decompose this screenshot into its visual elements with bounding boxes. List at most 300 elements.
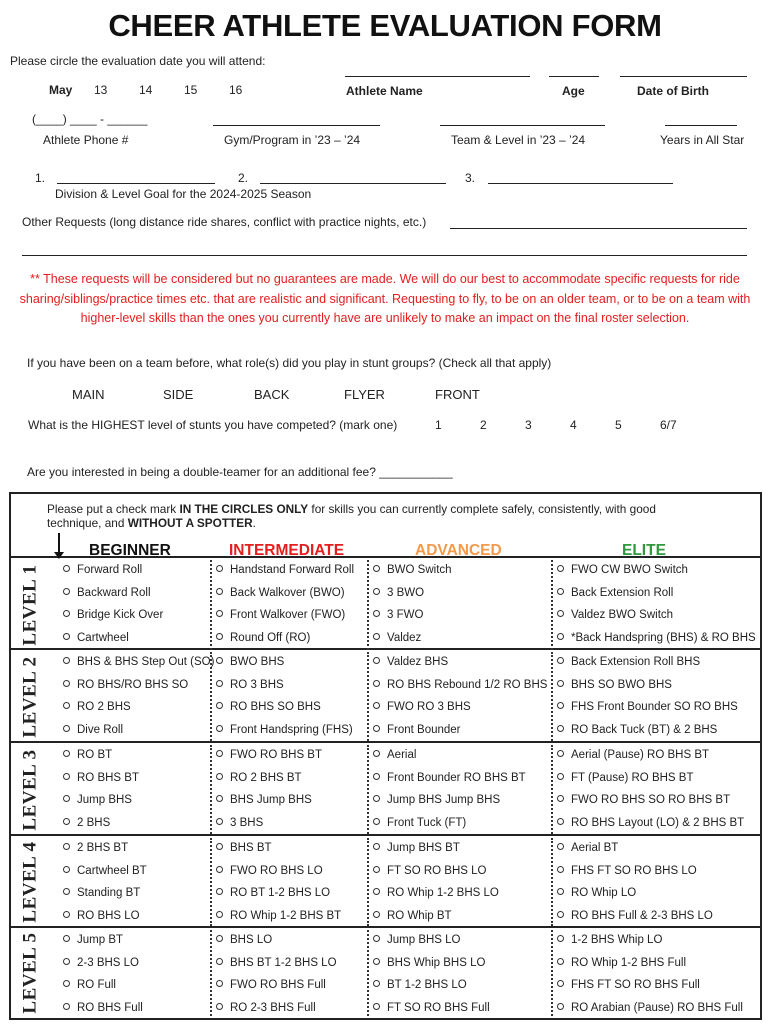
level-label (11, 558, 51, 652)
check-circle-icon[interactable] (216, 657, 223, 664)
skill-item[interactable] (557, 979, 700, 991)
date-option-14[interactable]: 14 (139, 83, 153, 97)
skill-label: Jump BHS LO (387, 934, 461, 946)
skill-label: 1-2 BHS Whip LO (571, 934, 663, 946)
skill-item[interactable] (373, 865, 486, 877)
skill-label: BHS BT 1-2 BHS LO (230, 956, 337, 969)
check-circle-icon[interactable] (373, 633, 380, 640)
skill-item[interactable] (557, 724, 717, 736)
skill-label: Forward Roll (77, 564, 143, 576)
skill-item[interactable] (557, 910, 713, 922)
check-circle-icon[interactable] (216, 773, 223, 780)
skill-item[interactable] (216, 1002, 316, 1014)
skill-item[interactable] (63, 865, 147, 877)
date-option-15[interactable]: 15 (184, 83, 198, 97)
level-row-4 (11, 836, 760, 928)
skill-item[interactable] (557, 564, 688, 576)
other-requests-label: Other Requests (long distance ride shares, conflict with practice nights, etc.) (22, 215, 427, 229)
skill-item[interactable] (557, 749, 709, 761)
column-advanced: ADVANCED (415, 542, 502, 559)
skill-item[interactable] (373, 772, 526, 784)
skill-label: Round Off (RO) (230, 631, 311, 644)
check-circle-icon[interactable] (63, 633, 70, 640)
check-circle-icon[interactable] (557, 702, 564, 709)
check-circle-icon[interactable] (557, 958, 564, 965)
level-row-2 (11, 650, 760, 743)
date-option-13[interactable]: 13 (94, 83, 108, 97)
skill-item[interactable] (557, 609, 673, 621)
check-circle-icon[interactable] (373, 866, 380, 873)
skill-label: BHS Jump BHS (230, 794, 312, 806)
phone-label: Athlete Phone # (43, 133, 129, 147)
skill-label: Valdez BWO Switch (571, 609, 674, 621)
check-circle-icon[interactable] (63, 680, 70, 687)
skill-label: FWO CW BWO Switch (571, 564, 688, 576)
skill-item[interactable] (216, 817, 263, 829)
skill-label: RO BHS Full & 2-3 BHS LO (571, 909, 713, 922)
skill-item[interactable] (373, 724, 461, 736)
level-label-text: LEVEL 2 (20, 655, 41, 738)
skill-label: FWO RO BHS Full (230, 979, 326, 991)
skill-label: RO BHS/RO BHS SO (77, 678, 189, 691)
skill-item[interactable] (63, 957, 139, 969)
skill-item[interactable] (216, 910, 341, 922)
skill-item[interactable] (63, 910, 140, 922)
skill-label: RO BHS LO (77, 909, 140, 922)
skill-label: RO BHS Layout (LO) & 2 BHS BT (571, 816, 745, 829)
check-circle-icon[interactable] (373, 980, 380, 987)
check-circle-icon[interactable] (216, 565, 223, 572)
skill-label: RO Whip 1-2 BHS Full (571, 956, 687, 969)
check-circle-icon[interactable] (63, 610, 70, 617)
check-circle-icon[interactable] (373, 725, 380, 732)
skill-item[interactable] (216, 679, 284, 691)
skill-label: FT SO RO BHS LO (387, 864, 487, 877)
skill-label: Front Bounder (387, 723, 461, 736)
check-circle-icon[interactable] (216, 702, 223, 709)
role-main[interactable]: MAIN (72, 387, 105, 402)
check-circle-icon[interactable] (557, 773, 564, 780)
skill-label: Valdez (387, 631, 422, 644)
check-circle-icon[interactable] (373, 657, 380, 664)
skill-label: FWO RO BHS BT (230, 749, 322, 761)
skill-label: Jump BHS BT (387, 842, 460, 854)
stunt-role-question: If you have been on a team before, what role(s) did you play in stunt groups? (Check all that apply) (27, 356, 552, 370)
check-circle-icon[interactable] (373, 818, 380, 825)
skill-item[interactable] (373, 979, 467, 991)
skill-label: RO BT (77, 749, 113, 761)
skill-label: BWO BHS (230, 656, 285, 668)
skill-item[interactable] (63, 842, 128, 854)
skill-label: RO Back Tuck (BT) & 2 BHS (571, 723, 718, 736)
skill-item[interactable] (216, 564, 354, 576)
skill-label: FWO RO 3 BHS (387, 701, 471, 713)
check-circle-icon[interactable] (373, 773, 380, 780)
skill-label: 2-3 BHS LO (77, 956, 139, 969)
check-circle-icon[interactable] (63, 1003, 70, 1010)
double-teamer-question: Are you interested in being a double-teamer for an additional fee? ___________ (27, 465, 453, 479)
skill-label: 2 BHS BT (77, 842, 129, 854)
skill-label: 2 BHS (77, 816, 111, 829)
skill-item[interactable] (373, 817, 466, 829)
skill-label: *Back Handspring (BHS) & RO BHS (571, 631, 756, 644)
skill-label: RO Whip 1-2 BHS BT (230, 909, 342, 922)
level-row-5 (11, 928, 760, 1018)
check-circle-icon[interactable] (63, 588, 70, 595)
check-circle-icon[interactable] (557, 1003, 564, 1010)
check-circle-icon[interactable] (373, 750, 380, 757)
check-circle-icon[interactable] (216, 633, 223, 640)
check-circle-icon[interactable] (63, 773, 70, 780)
skill-label: FT SO RO BHS Full (387, 1001, 490, 1014)
check-circle-icon[interactable] (557, 680, 564, 687)
check-circle-icon[interactable] (63, 725, 70, 732)
skill-label: Front Tuck (FT) (387, 816, 467, 829)
skill-item[interactable] (63, 609, 163, 621)
check-circle-icon[interactable] (557, 633, 564, 640)
check-circle-icon[interactable] (63, 750, 70, 757)
dob-label: Date of Birth (637, 84, 709, 98)
skill-item[interactable] (557, 934, 662, 946)
check-circle-icon[interactable] (373, 958, 380, 965)
check-circle-icon[interactable] (557, 610, 564, 617)
skill-label: RO BHS Full (77, 1001, 143, 1014)
check-circle-icon[interactable] (63, 911, 70, 918)
goal-field-1[interactable] (57, 183, 215, 184)
check-circle-icon[interactable] (63, 980, 70, 987)
skill-label: Aerial BT (571, 842, 619, 854)
column-divider (210, 745, 212, 834)
check-circle-icon[interactable] (557, 725, 564, 732)
check-circle-icon[interactable] (373, 911, 380, 918)
check-circle-icon[interactable] (373, 702, 380, 709)
column-divider (367, 838, 369, 926)
skill-label: FHS FT SO RO BHS Full (571, 979, 700, 991)
skill-item[interactable] (216, 656, 284, 668)
skill-label: FWO RO BHS LO (230, 864, 323, 877)
skill-item[interactable] (63, 679, 188, 691)
skill-item[interactable] (373, 749, 416, 761)
column-divider (551, 930, 553, 1016)
goal-caption: Division & Level Goal for the 2024-2025 Season (55, 187, 312, 201)
skill-label: Bridge Kick Over (77, 609, 164, 621)
goal-number-3: 3. (465, 171, 476, 185)
check-circle-icon[interactable] (557, 818, 564, 825)
column-divider (367, 930, 369, 1016)
check-circle-icon[interactable] (63, 795, 70, 802)
skill-item[interactable] (63, 656, 214, 668)
skill-item[interactable] (63, 817, 110, 829)
other-requests-field[interactable] (450, 228, 747, 229)
check-circle-icon[interactable] (216, 843, 223, 850)
skill-label: RO BHS Rebound 1/2 RO BHS (387, 678, 548, 691)
skill-item[interactable] (557, 1002, 743, 1014)
level-row-3 (11, 743, 760, 836)
skill-item[interactable] (557, 679, 672, 691)
skill-item[interactable] (216, 701, 321, 713)
check-circle-icon[interactable] (373, 888, 380, 895)
level-label-text: LEVEL 3 (20, 748, 41, 831)
role-flyer[interactable]: FLYER (344, 387, 385, 402)
column-elite: ELITE (622, 542, 666, 559)
athlete-name-label: Athlete Name (346, 84, 423, 98)
dob-field[interactable] (620, 76, 747, 77)
skill-item[interactable] (63, 701, 131, 713)
check-circle-icon[interactable] (557, 657, 564, 664)
check-circle-icon[interactable] (373, 935, 380, 942)
check-circle-icon[interactable] (373, 588, 380, 595)
column-divider (551, 560, 553, 650)
skill-label: Aerial (Pause) RO BHS BT (571, 749, 710, 761)
skill-item[interactable] (373, 564, 452, 576)
check-circle-icon[interactable] (557, 565, 564, 572)
skill-item[interactable] (557, 772, 693, 784)
skill-item[interactable] (373, 679, 547, 691)
skill-item[interactable] (373, 632, 421, 644)
skill-item[interactable] (557, 794, 730, 806)
skill-label: Front Handspring (FHS) (230, 723, 353, 736)
check-circle-icon[interactable] (557, 911, 564, 918)
skill-item[interactable] (373, 1002, 490, 1014)
level-label (11, 743, 51, 836)
skill-item[interactable] (373, 887, 499, 899)
goal-field-3[interactable] (488, 183, 673, 184)
skill-item[interactable] (63, 1002, 143, 1014)
check-circle-icon[interactable] (216, 935, 223, 942)
check-circle-icon[interactable] (557, 843, 564, 850)
skill-item[interactable] (63, 979, 116, 991)
skill-item[interactable] (373, 609, 423, 621)
skill-item[interactable] (63, 934, 123, 946)
skill-label: Handstand Forward Roll (230, 564, 355, 576)
check-circle-icon[interactable] (216, 1003, 223, 1010)
skill-item[interactable] (63, 772, 139, 784)
role-side[interactable]: SIDE (163, 387, 194, 402)
check-circle-icon[interactable] (63, 888, 70, 895)
skill-label: FHS Front Bounder SO RO BHS (571, 701, 738, 713)
check-circle-icon[interactable] (216, 795, 223, 802)
skill-item[interactable] (63, 564, 142, 576)
skill-item[interactable] (63, 887, 140, 899)
level-row-1 (11, 556, 760, 650)
skill-label: Aerial (387, 749, 417, 761)
stunt-level-5[interactable]: 5 (615, 418, 622, 432)
stunt-level-1[interactable]: 1 (435, 418, 442, 432)
skill-item[interactable] (63, 587, 151, 599)
skill-label: RO Whip BT (387, 909, 452, 922)
goal-field-2[interactable] (260, 183, 446, 184)
skill-item[interactable] (557, 656, 700, 668)
check-circle-icon[interactable] (63, 657, 70, 664)
check-circle-icon[interactable] (557, 795, 564, 802)
skill-item[interactable] (557, 587, 673, 599)
skill-label: 3 BHS (230, 816, 264, 829)
skill-item[interactable] (216, 724, 353, 736)
skill-label: RO 2 BHS (77, 701, 131, 713)
role-front[interactable]: FRONT (435, 387, 480, 402)
check-circle-icon[interactable] (557, 866, 564, 873)
skill-item[interactable] (216, 934, 272, 946)
skill-label: BHS SO BWO BHS (571, 678, 672, 691)
check-circle-icon[interactable] (557, 888, 564, 895)
skill-item[interactable] (216, 749, 322, 761)
check-circle-icon[interactable] (373, 565, 380, 572)
highest-level-question: What is the HIGHEST level of stunts you have competed? (mark one) (28, 418, 398, 432)
skill-item[interactable] (63, 794, 132, 806)
skill-label: BHS LO (230, 934, 273, 946)
phone-field[interactable]: (____) ____ - ______ (32, 112, 148, 126)
skills-box (9, 492, 762, 1020)
skill-item[interactable] (216, 587, 345, 599)
skill-item[interactable] (373, 910, 452, 922)
date-option-16[interactable]: 16 (229, 83, 243, 97)
stunt-level-6-7[interactable]: 6/7 (660, 418, 677, 432)
check-circle-icon[interactable] (557, 935, 564, 942)
skill-label: RO Arabian (Pause) RO BHS Full (571, 1001, 743, 1014)
circle-date-prompt: Please circle the evaluation date you will attend: (10, 54, 266, 68)
check-circle-icon[interactable] (216, 750, 223, 757)
skill-item[interactable] (216, 794, 312, 806)
years-field[interactable] (665, 125, 737, 126)
column-divider (210, 560, 212, 650)
skill-label: BWO Switch (387, 564, 452, 576)
check-circle-icon[interactable] (216, 911, 223, 918)
skill-label: Dive Roll (77, 723, 124, 736)
stunt-level-2[interactable]: 2 (480, 418, 487, 432)
check-circle-icon[interactable] (373, 610, 380, 617)
skill-item[interactable] (557, 865, 697, 877)
level-label (11, 650, 51, 743)
skill-item[interactable] (373, 957, 485, 969)
check-circle-icon[interactable] (63, 565, 70, 572)
check-circle-icon[interactable] (216, 680, 223, 687)
skill-item[interactable] (63, 749, 112, 761)
age-field[interactable] (549, 76, 599, 77)
check-circle-icon[interactable] (216, 888, 223, 895)
check-circle-icon[interactable] (63, 702, 70, 709)
skill-item[interactable] (557, 957, 686, 969)
gym-label: Gym/Program in ’23 – ’24 (224, 133, 361, 147)
check-circle-icon[interactable] (557, 750, 564, 757)
skill-label: RO Whip 1-2 BHS LO (387, 887, 499, 899)
skill-item[interactable] (216, 772, 302, 784)
skill-label: RO BHS BT (77, 771, 139, 784)
skill-label: Valdez BHS (387, 656, 449, 668)
check-circle-icon[interactable] (216, 818, 223, 825)
skill-label: Standing BT (77, 887, 141, 899)
skill-item[interactable] (63, 632, 129, 644)
skill-label: Back Extension Roll (571, 586, 674, 599)
requests-notice: ** These requests will be considered but no guarantees are made. We will do our best to accommodate specific requests for ride sharing/siblings/practice times etc. that are realistic and significant. Requesting to fly, to be on an older team, or to be on a team with higher-level skills than the ones you currently have are unlikely to make an impact on the final roster selection. (19, 272, 751, 325)
level-label-text: LEVEL 1 (20, 564, 41, 646)
skill-label: Cartwheel (77, 631, 129, 644)
check-circle-icon[interactable] (63, 843, 70, 850)
skill-label: Cartwheel BT (77, 864, 147, 877)
column-divider (551, 838, 553, 926)
gym-field[interactable] (213, 125, 380, 126)
skill-item[interactable] (216, 957, 337, 969)
skill-label: Front Walkover (FWO) (230, 609, 346, 621)
check-circle-icon[interactable] (373, 843, 380, 850)
column-divider (367, 652, 369, 741)
skill-item[interactable] (216, 979, 326, 991)
check-circle-icon[interactable] (63, 958, 70, 965)
skill-item[interactable] (557, 632, 756, 644)
check-circle-icon[interactable] (216, 610, 223, 617)
skill-item[interactable] (216, 865, 323, 877)
month-label: May (49, 83, 73, 97)
stunt-level-4[interactable]: 4 (570, 418, 577, 432)
team-field[interactable] (440, 125, 605, 126)
role-back[interactable]: BACK (254, 387, 290, 402)
skill-item[interactable] (373, 794, 500, 806)
skills-instructions: Please put a check mark IN THE CIRCLES ONLY for skills you can currently complete safely, consistently, with good technique, and WITHOUT A SPOTTER. (47, 502, 656, 530)
skill-item[interactable] (557, 701, 738, 713)
skill-label: RO Full (77, 979, 116, 991)
skill-label: 3 BWO (387, 586, 425, 599)
level-label-text: LEVEL 4 (20, 841, 41, 923)
check-circle-icon[interactable] (373, 795, 380, 802)
column-intermediate: INTERMEDIATE (229, 542, 345, 559)
check-circle-icon[interactable] (557, 980, 564, 987)
skill-label: RO 2 BHS BT (230, 771, 302, 784)
skill-item[interactable] (557, 817, 744, 829)
column-divider (367, 560, 369, 650)
skill-item[interactable] (557, 842, 618, 854)
check-circle-icon[interactable] (216, 725, 223, 732)
skill-label: FT (Pause) RO BHS BT (571, 771, 694, 784)
skill-item[interactable] (373, 934, 461, 946)
check-circle-icon[interactable] (557, 588, 564, 595)
skill-label: RO Whip LO (571, 887, 637, 899)
skill-item[interactable] (557, 887, 636, 899)
athlete-name-field[interactable] (345, 76, 530, 77)
check-circle-icon[interactable] (373, 680, 380, 687)
team-label: Team & Level in ’23 – ’24 (451, 133, 586, 147)
skill-label: Jump BHS (77, 794, 132, 806)
skill-label: 3 FWO (387, 609, 424, 621)
skill-item[interactable] (373, 587, 424, 599)
other-requests-field-2[interactable] (22, 255, 747, 256)
check-circle-icon[interactable] (63, 935, 70, 942)
check-circle-icon[interactable] (63, 866, 70, 873)
skill-item[interactable] (373, 656, 448, 668)
column-divider (367, 745, 369, 834)
skill-label: RO BHS SO BHS (230, 701, 321, 713)
skill-item[interactable] (216, 609, 345, 621)
skill-item[interactable] (216, 632, 310, 644)
skill-item[interactable] (63, 724, 123, 736)
skill-item[interactable] (216, 887, 330, 899)
check-circle-icon[interactable] (216, 980, 223, 987)
stunt-level-3[interactable]: 3 (525, 418, 532, 432)
skill-item[interactable] (216, 842, 272, 854)
skill-label: BHS & BHS Step Out (SO) (77, 656, 215, 668)
skill-item[interactable] (373, 701, 471, 713)
skill-label: Jump BHS Jump BHS (387, 794, 501, 806)
check-circle-icon[interactable] (216, 958, 223, 965)
check-circle-icon[interactable] (216, 588, 223, 595)
skill-label: BHS Whip BHS LO (387, 956, 486, 969)
check-circle-icon[interactable] (373, 1003, 380, 1010)
skill-item[interactable] (373, 842, 460, 854)
check-circle-icon[interactable] (216, 866, 223, 873)
column-divider (210, 930, 212, 1016)
column-divider (210, 838, 212, 926)
age-label: Age (562, 84, 585, 98)
check-circle-icon[interactable] (63, 818, 70, 825)
level-label (11, 836, 51, 928)
